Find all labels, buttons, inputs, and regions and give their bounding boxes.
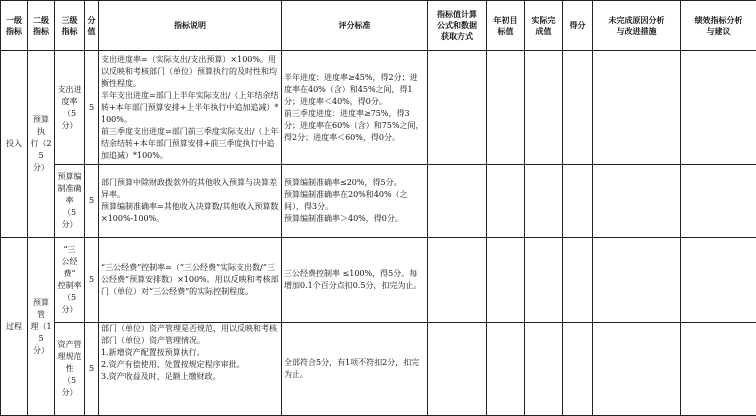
reason-cell[interactable] — [593, 323, 681, 416]
suggestion-cell[interactable] — [681, 165, 756, 238]
level1-cell: 投入 — [1, 51, 28, 238]
target-cell[interactable] — [487, 51, 525, 165]
formula-cell[interactable] — [428, 165, 487, 238]
level2-cell: 预算执 行（25 分） — [28, 51, 55, 238]
table-row — [1, 323, 756, 416]
got-score-cell[interactable] — [563, 51, 593, 165]
header-suggestion: 绩效指标分析 与建议 — [681, 1, 756, 51]
criteria-cell: 全部符合5分，有1项不符扣2分，扣完为止。 — [282, 323, 428, 416]
suggestion-cell[interactable] — [681, 51, 756, 165]
got-score-cell[interactable] — [563, 165, 593, 238]
reason-cell[interactable] — [593, 238, 681, 323]
reason-cell[interactable] — [593, 165, 681, 238]
header-level2: 二级 指标 — [28, 1, 55, 51]
actual-cell[interactable] — [525, 51, 563, 165]
criteria-cell: 三公经费控制率 ≤100%，得5分。每增加0.1个百分点扣0.5分，扣完为止。 — [282, 238, 428, 323]
suggestion-cell[interactable] — [681, 323, 756, 416]
formula-cell[interactable] — [428, 238, 487, 323]
header-level3: 三级 指标 — [55, 1, 85, 51]
got-score-cell[interactable] — [563, 238, 593, 323]
header-description: 指标说明 — [99, 1, 282, 51]
formula-cell[interactable] — [428, 323, 487, 416]
header-level1: 一级 指标 — [1, 1, 28, 51]
table-row — [1, 238, 756, 323]
table-row — [1, 51, 756, 165]
criteria-cell: 半年进度：进度率≥45%，得2分；进度率在40%（含）和45%之间，得1分；进度率＜40%，得0分。 前三季度进度：进度率≥75%，得3分；进度率在60%（含）和75%之间，得2分；进度率＜60%，得0分。 — [282, 51, 428, 165]
description-cell: 部门预算中除财政拨款外的其他收入预算与决算差异率。 预算编制准确率=其他收入决算数/其他收入预算数×100%-100%。 — [99, 165, 282, 238]
level3-cell: “三 公经 费” 控制率 （5 分） — [55, 238, 85, 323]
actual-cell[interactable] — [525, 238, 563, 323]
level2-cell: 预算管 理（15 分） — [28, 238, 55, 416]
header-criteria: 评分标准 — [282, 1, 428, 51]
level3-cell: 支出进 度率 （5 分） — [55, 51, 85, 165]
header-got-score: 得分 — [563, 1, 593, 51]
description-cell: “三公经费”控制率=（“三公经费”实际支出数/“三公经费”预算安排数）×100%。用以反映和考核部门（单位）对“三公经费”的实际控制程度。 — [99, 238, 282, 323]
reason-cell[interactable] — [593, 51, 681, 165]
header-actual: 实际完 成值 — [525, 1, 563, 51]
score-cell: 5 — [85, 165, 99, 238]
header-formula: 指标值计算 公式和数据 获取方式 — [428, 1, 487, 51]
score-cell: 5 — [85, 51, 99, 165]
criteria-cell: 预算编制准确率≤20%，得5分。 预算编制准确率在20%和40%（之间），得3分。 预算编制准确率＞40%，得0分。 — [282, 165, 428, 238]
target-cell[interactable] — [487, 238, 525, 323]
level3-cell: 预算编 制准确 率 （5 分） — [55, 165, 85, 238]
header-row — [1, 1, 756, 51]
score-cell: 5 — [85, 323, 99, 416]
target-cell[interactable] — [487, 165, 525, 238]
description-cell: 部门（单位）资产管理是否规范，用以反映和考核部门（单位）资产管理情况。 1.新增资产配置按预算执行。 2.资产有偿使用、处置按规定程序审批。 3.资产收益及时、足额上缴财政。 — [99, 323, 282, 416]
formula-cell[interactable] — [428, 51, 487, 165]
actual-cell[interactable] — [525, 323, 563, 416]
header-reason: 未完成原因分析 与改进措施 — [593, 1, 681, 51]
target-cell[interactable] — [487, 323, 525, 416]
suggestion-cell[interactable] — [681, 238, 756, 323]
actual-cell[interactable] — [525, 165, 563, 238]
got-score-cell[interactable] — [563, 323, 593, 416]
score-cell: 5 — [85, 238, 99, 323]
header-target: 年初目 标值 — [487, 1, 525, 51]
level3-cell: 资产管 理规范 性 （5 分） — [55, 323, 85, 416]
table-row — [1, 165, 756, 238]
header-score: 分 值 — [85, 1, 99, 51]
description-cell: 支出进度率=（实际支出/支出预算）×100%。用以反映和考核部门（单位）预算执行的及时性和均衡性程度。 半年支出进度=部门上半年实际支出/（上年结余结转+本年部门预算安排+上半年执行中追加追减）*100%。 前三季度支出进度=部门前三季度实际支出/（上年结余结转+本年部门预算安排+前三季度执行中追加追减）*100%。 — [99, 51, 282, 165]
level1-cell: 过程 — [1, 238, 28, 416]
